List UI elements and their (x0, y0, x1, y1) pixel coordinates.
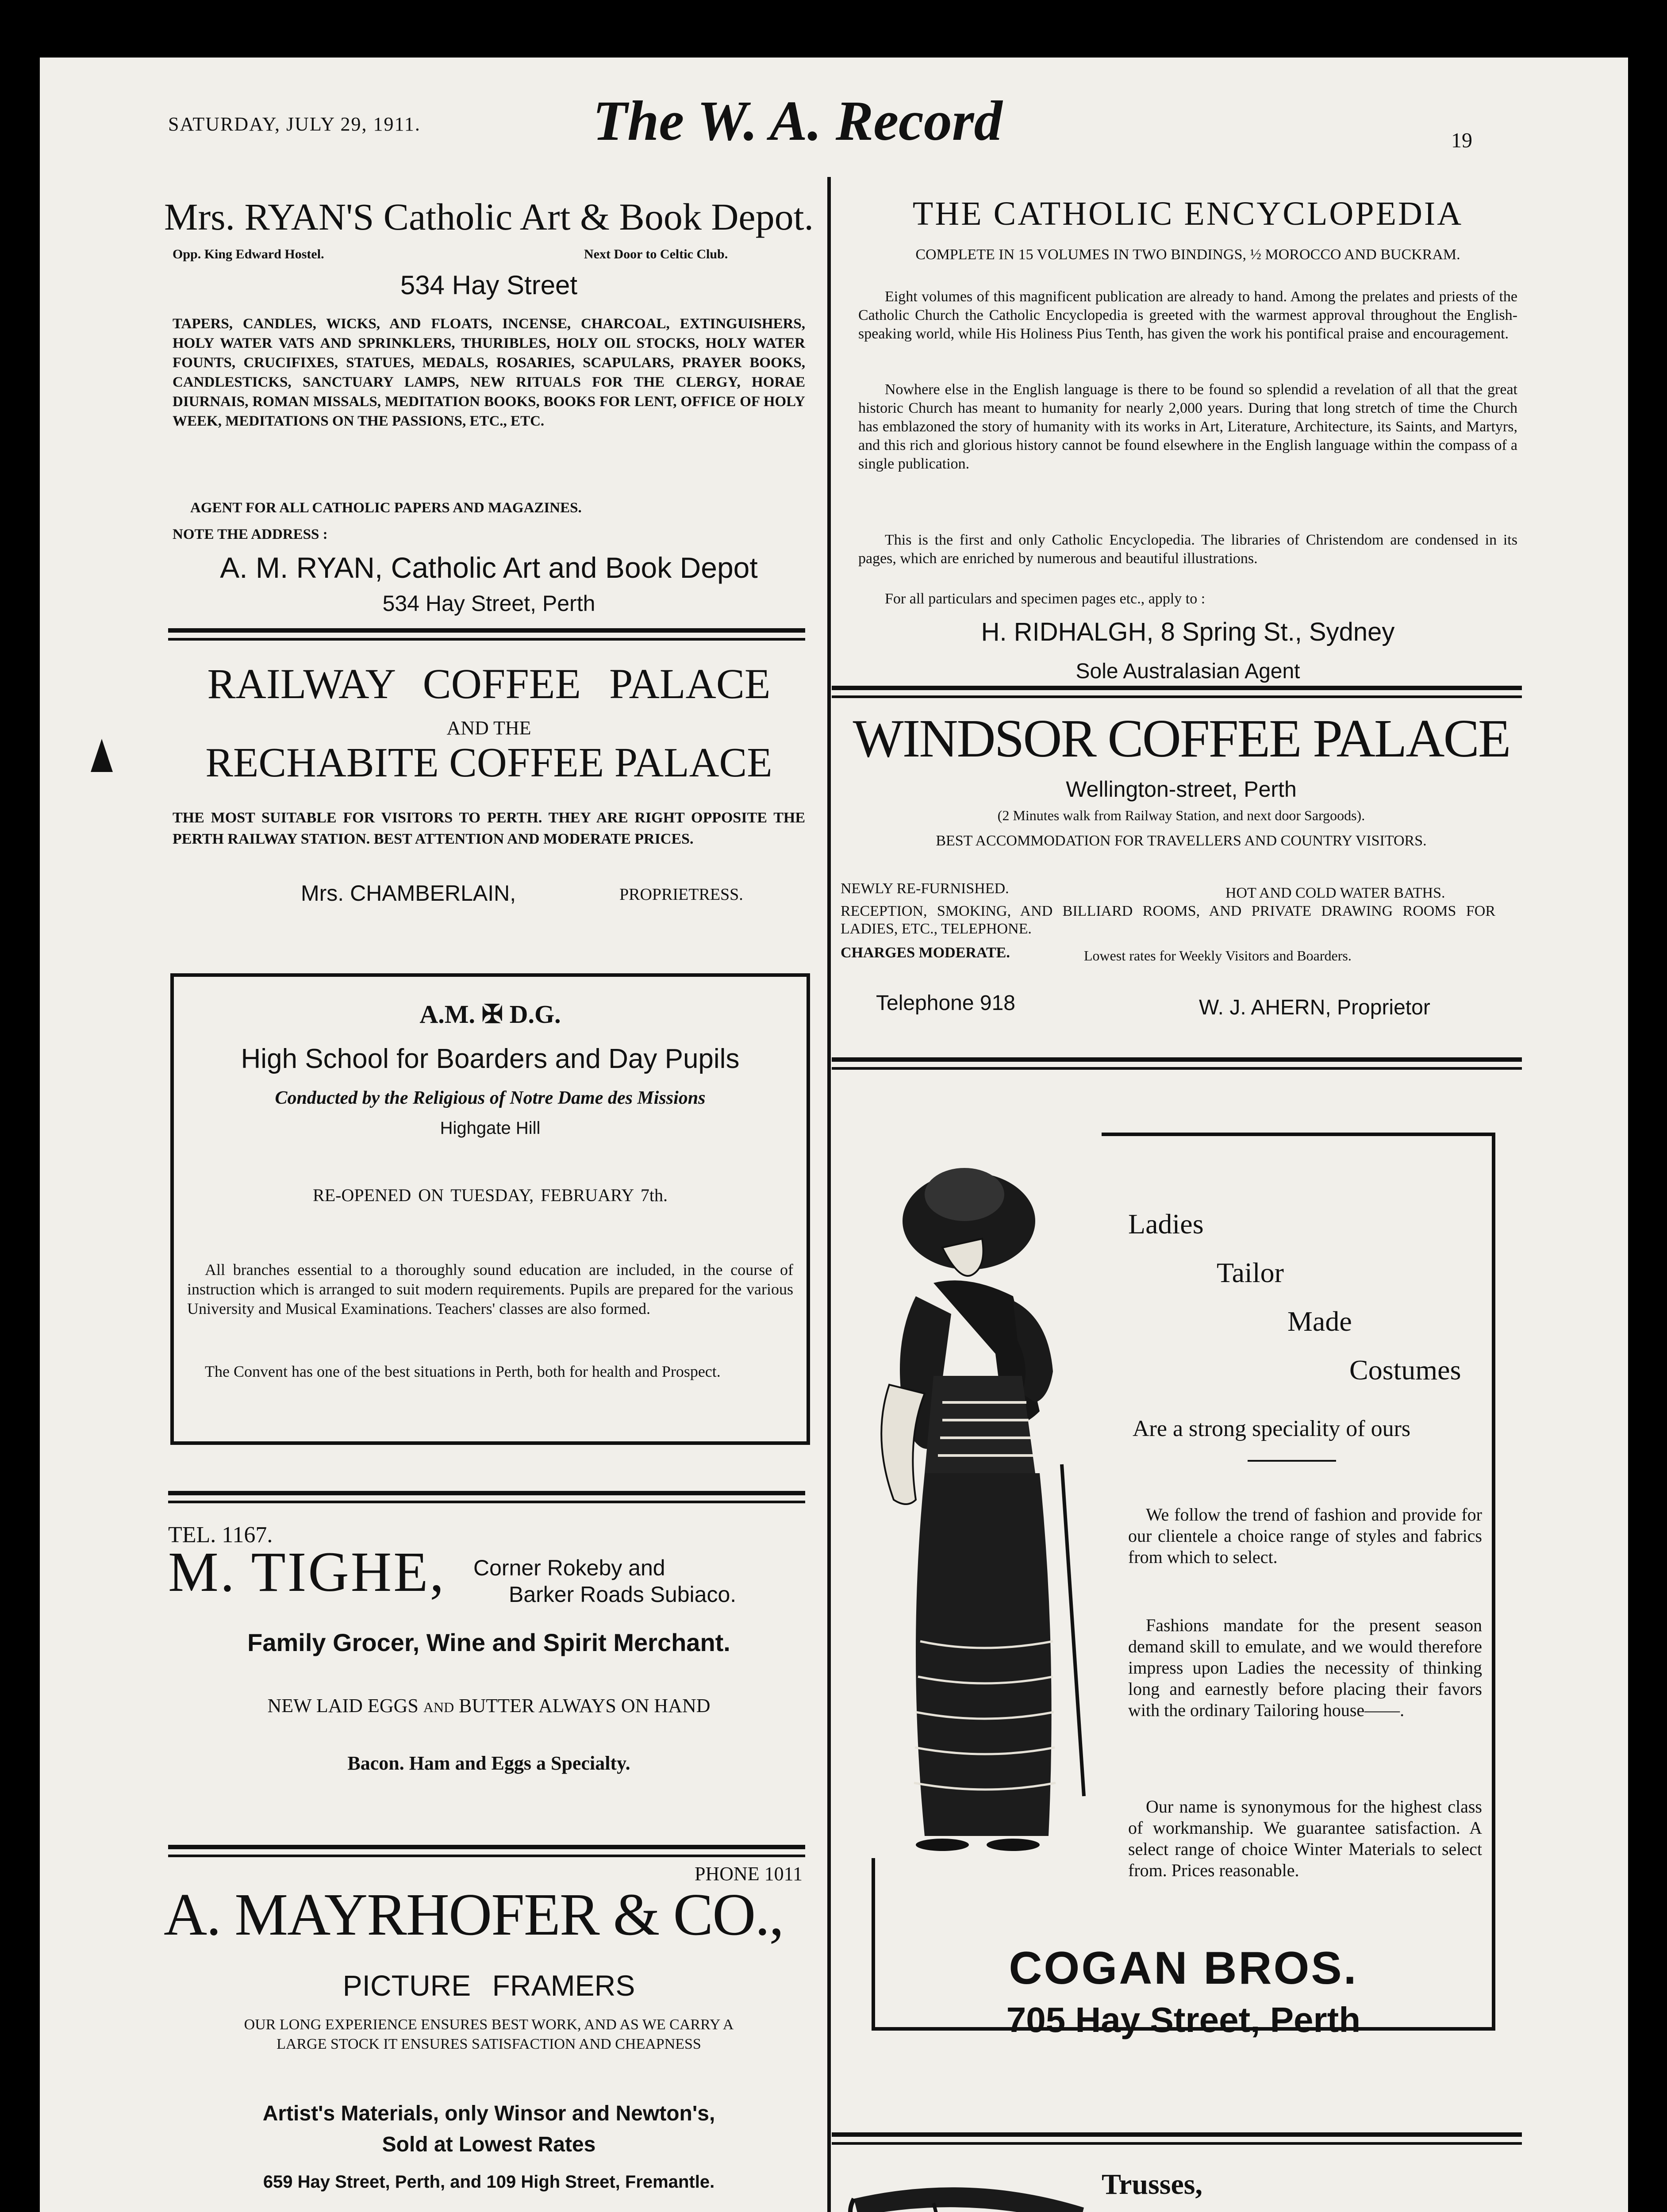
cogan-costumes: Costumes (1349, 1354, 1461, 1386)
windsor-telephone: Telephone 918 (876, 991, 1015, 1015)
column-divider (827, 177, 831, 2212)
cogan-frame-left (872, 1858, 875, 2031)
mayrhofer-artist1: Artist's Materials, only Winsor and Newton's, (262, 2102, 715, 2125)
rule (832, 695, 1522, 698)
ryan-title: Mrs. RYAN'S Catholic Art & Book Depot. (164, 196, 814, 238)
tighe-advert (164, 1513, 814, 1885)
mayrhofer-artist2: Sold at Lowest Rates (382, 2133, 596, 2156)
windsor-street: Wellington-street, Perth (1066, 777, 1297, 802)
ryan-sub-right: Next Door to Celtic Club. (584, 247, 728, 261)
hardwick-trusses: Trusses, (1102, 2168, 1202, 2200)
cogan-para1: We follow the trend of fashion and provide for our clientele a choice range of styles and fabrics from which to select. (1128, 1505, 1482, 1567)
tighe-eggs-c: BUTTER ALWAYS ON HAND (459, 1695, 711, 1717)
encyclopedia-sub: COMPLETE IN 15 VOLUMES IN TWO BINDINGS, ½ MOROCCO AND BUCKRAM. (915, 246, 1460, 263)
amdg-place: Highgate Hill (440, 1118, 541, 1138)
lady-costume-illustration (854, 1155, 1119, 1863)
railway-proprietor-name: Mrs. CHAMBERLAIN, (301, 881, 516, 906)
railway-and-the: AND THE (446, 717, 531, 739)
rule (168, 628, 805, 633)
tighe-eggs-b: AND (423, 1699, 454, 1715)
rule (168, 1845, 805, 1849)
railway-line2: RECHABITE COFFEE PALACE (205, 740, 772, 786)
mayrhofer-address: 659 Hay Street, Perth, and 109 High Street, Fremantle. (263, 2172, 715, 2192)
windsor-rates: Lowest rates for Weekly Visitors and Boarders. (1084, 948, 1352, 964)
tighe-tel: TEL. 1167. (168, 1522, 273, 1548)
amdg-conducted: Conducted by the Religious of Notre Dame des Missions (275, 1088, 706, 1108)
mayrhofer-sub: PICTURE FRAMERS (342, 1969, 635, 2002)
mayrhofer-name: A. MAYRHOFER & CO., (164, 1882, 784, 1948)
cogan-address: 705 Hay Street, Perth (1006, 2000, 1361, 2039)
amdg-advert (170, 973, 810, 1445)
tighe-name: M. TIGHE, (168, 1540, 446, 1603)
rule (832, 2132, 1522, 2137)
cogan-ladies: Ladies (1128, 1208, 1204, 1240)
encyclopedia-agent: H. RIDHALGH, 8 Spring St., Sydney (981, 618, 1395, 646)
encyclopedia-para3: This is the first and only Catholic Encyclopedia. The libraries of Christendom are condensed in its pages, which are enriched by numerous and beautiful illustrations. (858, 532, 1517, 567)
encyclopedia-para2: Nowhere else in the English language is there to be found so splendid a revelation of all that the great historic Church has meant to humanity for nearly 2,000 years. During that long stretch of time the Church has emblazoned the story of humanity with its works in Art, Literature, Architecture, its Saints, and Martyrs, and this rich and glorious history cannot be found elsewhere in the English language within the compass of a single publication. (858, 381, 1517, 472)
tighe-addr2: Barker Roads Subiaco. (509, 1582, 737, 1607)
amdg-reopened: RE-OPENED ON TUESDAY, FEBRUARY 7th. (313, 1185, 668, 1205)
cogan-advert (836, 1075, 1526, 2115)
cogan-frame-right (1492, 1133, 1495, 2031)
windsor-reception: RECEPTION, SMOKING, AND BILLIARD ROOMS, AND PRIVATE DRAWING ROOMS FOR LADIES, ETC., TELEPHONE. (841, 903, 1495, 937)
railway-advert (164, 650, 814, 982)
encyclopedia-para1: Eight volumes of this magnificent publication are already to hand. Among the prelates and priests of the Catholic Church the Catholic Encyclopedia is greeted with the warmest approval throughout the English-speaking world, while His Holiness Pius Tenth, has given the work his pontifical praise and encouragement. (858, 288, 1517, 342)
ryan-address2: 534 Hay Street, Perth (382, 591, 595, 616)
rule (168, 1491, 805, 1495)
ink-mark-icon (88, 739, 115, 774)
railway-line1: RAILWAY COFFEE PALACE (207, 660, 771, 707)
mayrhofer-advert (164, 1863, 814, 2212)
rule (168, 1855, 805, 1857)
rule (832, 2142, 1522, 2145)
encyclopedia-advert (849, 186, 1526, 743)
tighe-bacon: Bacon. Ham and Eggs a Specialty. (347, 1752, 630, 1774)
amdg-title: High School for Boarders and Day Pupils (241, 1044, 740, 1074)
page-number: 19 (1451, 129, 1472, 152)
windsor-proprietor: W. J. AHERN, Proprietor (1199, 996, 1430, 1019)
railway-proprietor-title: PROPRIETRESS. (619, 885, 743, 904)
windsor-charges: CHARGES MODERATE. (841, 945, 1010, 961)
ryan-note: NOTE THE ADDRESS : (173, 526, 328, 542)
windsor-newly: NEWLY RE-FURNISHED. (841, 880, 1009, 897)
cogan-made: Made (1287, 1306, 1352, 1337)
cogan-tailor: Tailor (1217, 1257, 1284, 1288)
cogan-speciality: Are a strong speciality of ours (1133, 1416, 1411, 1441)
newspaper-page (40, 58, 1628, 2212)
cogan-name: COGAN BROS. (1009, 1943, 1358, 1994)
tighe-eggs (164, 1694, 814, 1717)
issue-date: SATURDAY, JULY 29, 1911. (168, 113, 421, 135)
masthead-title: The W. A. Record (593, 89, 1003, 152)
ryan-advert (164, 181, 814, 668)
rule (168, 1501, 805, 1503)
encyclopedia-sole: Sole Australasian Agent (1075, 660, 1300, 683)
encyclopedia-para4: For all particulars and specimen pages etc., apply to : (885, 591, 1206, 607)
ryan-address: 534 Hay Street (400, 270, 578, 300)
ryan-sub-left: Opp. King Edward Hostel. (173, 247, 324, 261)
mayrhofer-phone: PHONE 1011 (695, 1863, 803, 1885)
encyclopedia-title: THE CATHOLIC ENCYCLOPEDIA (912, 195, 1463, 232)
cogan-para2: Fashions mandate for the present season demand skill to emulate, and we would therefore impress upon Ladies the necessity of thinking long and earnestly before placing their favors with the ordinary Tailoring house——. (1128, 1615, 1482, 1720)
amdg-para1: All branches essential to a thoroughly sound education are included, in the course of instruction which is arranged to suit modern requirements. Pupils are prepared for the various University and Musical Examinations. Teachers' classes are also formed. (187, 1261, 793, 1317)
ryan-name-line: A. M. RYAN, Catholic Art and Book Depot (220, 551, 758, 584)
rule (832, 686, 1522, 690)
tighe-trade: Family Grocer, Wine and Spirit Merchant. (247, 1628, 730, 1656)
windsor-advert (836, 703, 1526, 1066)
rule (832, 1067, 1522, 1070)
hardwick-advert (836, 2150, 1526, 2212)
ryan-body: TAPERS, CANDLES, WICKS, AND FLOATS, INCENSE, CHARCOAL, EXTINGUISHERS, HOLY WATER VATS AND SPRINKLERS, THURIBLES, HOLY OIL STOCKS, HOLY WATER FOUNTS, CRUCIFIXES, STATUES, MEDALS, ROSARIES, SCAPULARS, PRAYER BOOKS, CANDLESTICKS, SANCTUARY LAMPS, NEW RITUALS FOR THE CLERGY, HORAE DIURNAIS, ROMAN MISSALS, MEDITATION BOOKS, BOOKS FOR LENT, OFFICE OF HOLY WEEK, MEDITATIONS ON THE PASSIONS, ETC., ETC. (173, 316, 805, 429)
mayrhofer-body: OUR LONG EXPERIENCE ENSURES BEST WORK, AND AS WE CARRY A LARGE STOCK IT ENSURES SATISFACTION AND CHEAPNESS (244, 2016, 734, 2052)
cogan-para3: Our name is synonymous for the highest class of workmanship. We guarantee satisfaction. A select range of choice Winter Materials to select from. Prices reasonable. (1128, 1797, 1482, 1880)
windsor-baths: HOT AND COLD WATER BATHS. (1225, 885, 1445, 901)
truss-belt-icon (845, 2172, 1093, 2212)
windsor-minutes: (2 Minutes walk from Railway Station, and next door Sargoods). (997, 807, 1365, 823)
railway-body: THE MOST SUITABLE FOR VISITORS TO PERTH. THEY ARE RIGHT OPPOSITE THE PERTH RAILWAY STATION. BEST ATTENTION AND MODERATE PRICES. (173, 810, 805, 847)
amdg-para2: The Convent has one of the best situations in Perth, both for health and Prospect. (205, 1363, 721, 1380)
tighe-addr1: Corner Rokeby and (473, 1555, 665, 1580)
ryan-agent: AGENT FOR ALL CATHOLIC PAPERS AND MAGAZINES. (190, 500, 582, 516)
tighe-eggs-a: NEW LAID EGGS (267, 1695, 419, 1717)
rule (832, 1057, 1522, 1062)
cogan-frame-top (1102, 1133, 1495, 1136)
cogan-divider (1248, 1460, 1336, 1462)
windsor-name: WINDSOR COFFEE PALACE (853, 709, 1510, 768)
rule (168, 638, 805, 641)
windsor-best: BEST ACCOMMODATION FOR TRAVELLERS AND COUNTRY VISITORS. (936, 833, 1427, 849)
amdg-monogram: A.M. ✠ D.G. (419, 1000, 561, 1029)
